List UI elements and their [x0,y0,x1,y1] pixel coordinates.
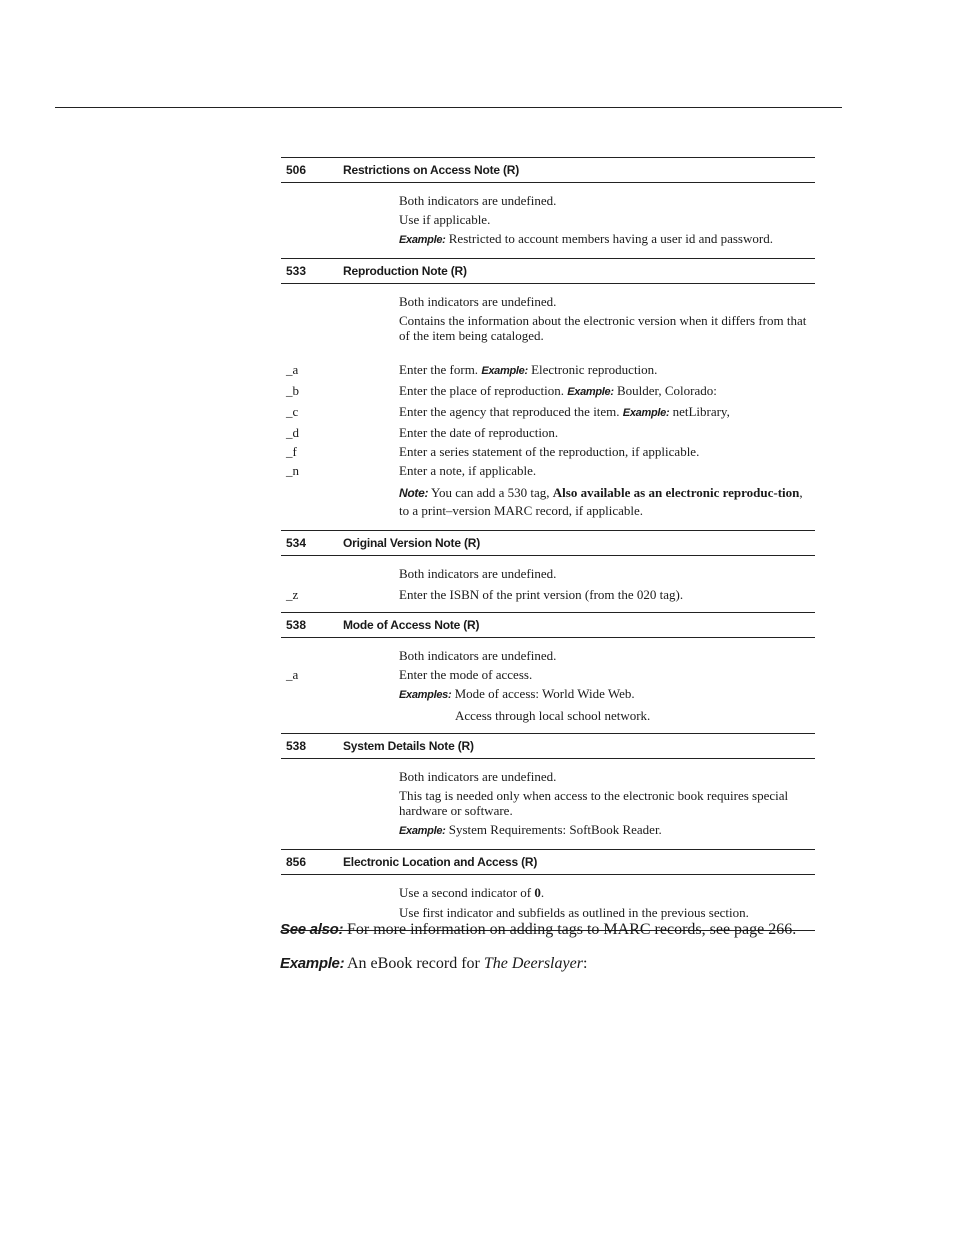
tag-line [281,294,815,309]
subfield-code: _a [286,667,299,682]
line-text: Both indicators are undefined. [399,648,557,663]
line-text: Enter the ISBN of the print version (from the 020 tag). [399,587,684,602]
tag-line-example-cont [281,708,815,723]
tag-number: 538 [286,739,307,753]
tag-header [281,158,815,183]
example-text: Electronic reproduction. [531,362,658,377]
subfield-line-f [281,444,815,459]
example-label: Example: [567,386,614,398]
subfield-code [281,231,399,248]
line-text: Enter a note, if applicable. [399,463,537,478]
tag-line [281,788,815,818]
tag-body [281,284,815,530]
subfield-code: _z [286,587,299,602]
subfield-line-z [281,587,815,602]
example-text: An eBook record for [347,955,480,972]
example-label: Example: [280,955,345,972]
tag-body [281,183,815,258]
subfield-line-d [281,425,815,440]
subfield-code [281,769,399,784]
tag-title: Mode of Access Note (R) [343,618,480,632]
subfield-code [281,822,399,839]
line-text: Both indicators are undefined. [399,566,557,581]
tag-header [281,734,815,759]
example-label: Example: [481,365,528,377]
tag-line [281,769,815,784]
line-text-wrap [399,686,815,703]
line-text-wrap [399,404,815,421]
line-text: Enter a series statement of the reproduction, if applicable. [399,444,700,459]
line-text: Use if applicable. [399,212,491,227]
note-pre: You can add a 530 tag, [430,485,550,500]
note-bold: Also available as an electronic reproduc-tion [552,485,800,500]
subfield-code [281,212,399,227]
tag-body [281,638,815,733]
line-text: Use a second indicator of [399,885,532,900]
note-post: , to a print–version MARC record, if applicable. [399,485,803,518]
example-suffix: : [582,955,588,972]
line-text: Enter the form. [399,362,479,377]
line-text-wrap [399,383,815,400]
line-text: Enter the agency that reproduced the item. [399,404,620,419]
line-text: Enter the date of reproduction. [399,425,559,440]
line-text-wrap [399,885,815,900]
line-text: Both indicators are undefined. [399,769,557,784]
subfield-code [281,193,399,208]
tag-header [281,850,815,875]
example-label: Example: [622,407,670,419]
tag-section-506 [281,157,815,258]
tag-number: 534 [286,536,307,550]
tag-title: Original Version Note (R) [343,536,481,550]
subfield-code [281,294,399,309]
subfield-code [281,708,399,723]
tag-section-856 [281,849,815,931]
page-top-rule [55,107,842,108]
subfield-code: _b [286,383,299,398]
subfield-code [281,686,399,703]
line-text-wrap [399,231,815,248]
tag-number: 538 [286,618,307,632]
line-text-wrap [399,362,815,379]
tag-body [281,759,815,849]
subfield-code: _c [286,404,299,419]
tag-line [281,566,815,581]
subfield-code [281,566,399,581]
tag-number: 533 [286,264,307,278]
line-text: Both indicators are undefined. [399,294,557,309]
line-text: Restricted to account members having a user id and password. [448,231,773,246]
line-text: System Requirements: SoftBook Reader. [448,822,662,837]
line-text: Contains the information about the electronic version when it differs from that of the item being cataloged. [399,313,807,343]
subfield-line-a [281,362,815,379]
subfield-line-c [281,404,815,421]
tag-line [281,313,815,343]
tag-line-example [281,231,815,248]
tag-section-538-system [281,733,815,849]
tag-header [281,613,815,638]
tag-header [281,531,815,556]
subfield-code [281,885,399,900]
line-text: Use first indicator and subfields as outlined in the previous section. [399,905,749,920]
subfield-code: _f [286,444,297,459]
tag-header [281,259,815,284]
tag-section-533 [281,258,815,530]
tag-body [281,556,815,612]
subfield-code [281,788,399,818]
tag-line-example [281,686,815,703]
subfield-line-n [281,463,815,478]
tag-line [281,885,815,900]
subfield-line-a [281,667,815,682]
subfield-code: _d [286,425,299,440]
tag-title: System Details Note (R) [343,739,474,753]
indicator-value: 0 [534,885,541,900]
tag-line [281,193,815,208]
line-text: Enter the mode of access. [399,667,533,682]
subfield-code: _a [286,362,299,377]
see-also-paragraph [280,921,796,939]
example-text: Boulder, Colorado: [616,383,717,398]
subfield-line-b [281,383,815,400]
line-text-wrap [399,822,815,839]
example-text: netLibrary, [672,404,730,419]
tag-line [281,212,815,227]
subfield-code [281,905,399,920]
tag-line [281,905,815,920]
example-label: Example: [399,825,446,837]
marc-tag-table [281,157,815,931]
see-also-text: For more information on adding tags to MARC records, see page 266. [347,921,797,938]
note-label: Note: [399,486,429,500]
example-label: Example: [399,234,446,246]
line-text: Enter the place of reproduction. [399,383,564,398]
example-paragraph [280,955,587,973]
line-text: Access through local school network. [455,708,651,723]
see-also-label: See also: [280,921,344,938]
line-text-end: . [540,885,545,900]
line-text: Both indicators are undefined. [399,193,557,208]
tag-line [281,648,815,663]
tag-title: Restrictions on Access Note (R) [343,163,520,177]
tag-title: Electronic Location and Access (R) [343,855,538,869]
tag-number: 506 [286,163,307,177]
subfield-code [281,313,399,343]
tag-line-example [281,822,815,839]
tag-title: Reproduction Note (R) [343,264,467,278]
line-text: Mode of access: World Wide Web. [454,686,635,701]
book-title: The Deerslayer [483,955,583,972]
subfield-code: _n [286,463,299,478]
subfield-code [281,484,399,520]
tag-number: 856 [286,855,307,869]
tag-section-538-mode [281,612,815,733]
subfield-code [281,648,399,663]
example-label: Examples: [399,689,452,701]
tag-section-534 [281,530,815,612]
note-line [281,484,815,520]
line-text: This tag is needed only when access to the electronic book requires special hardware or software. [399,788,789,818]
note-text-wrap [399,484,815,520]
